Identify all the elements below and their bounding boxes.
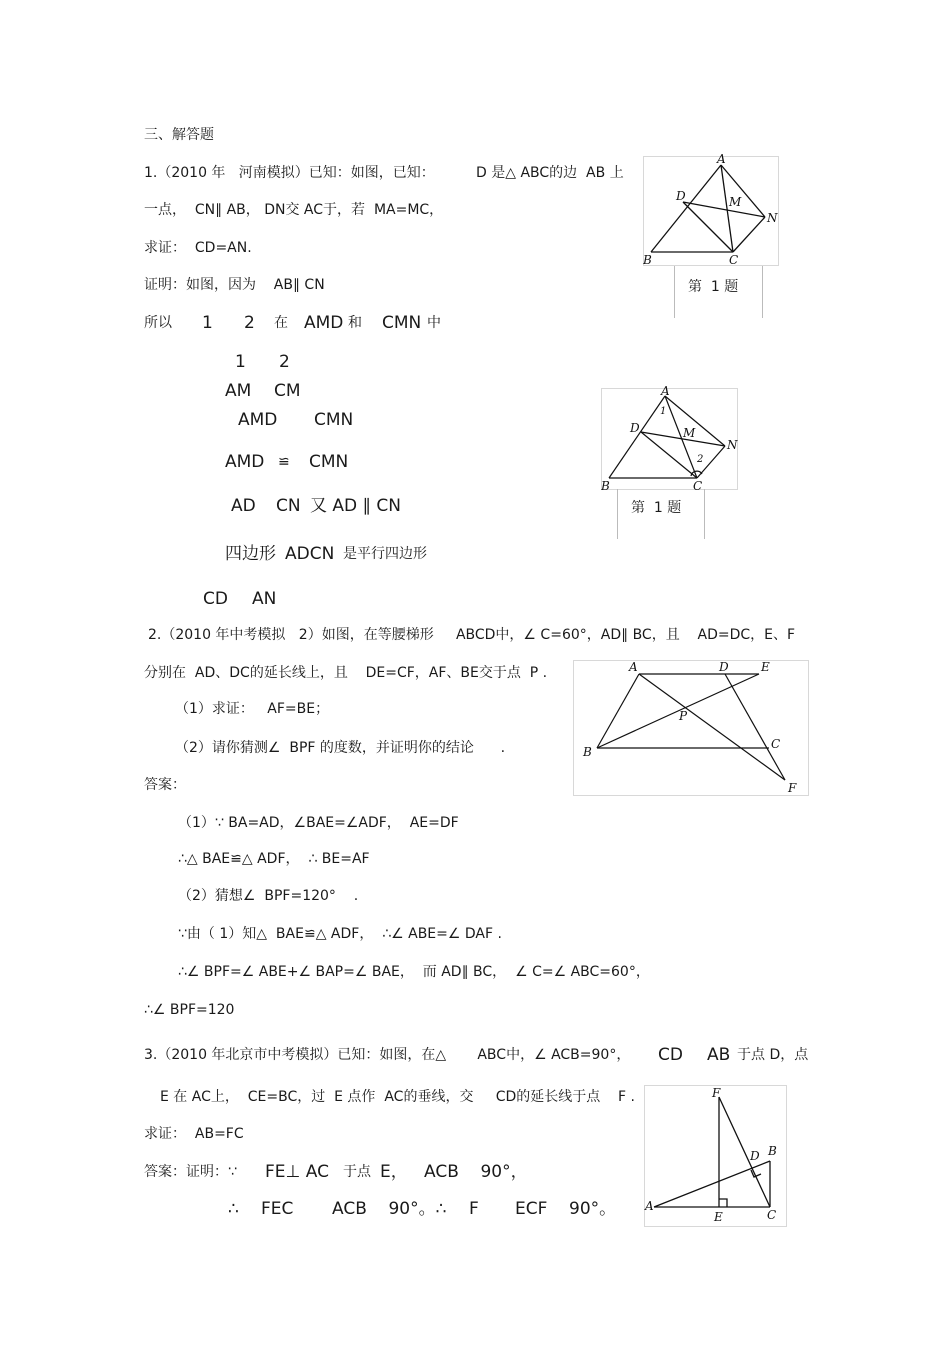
p1-2-label-angle1: 1 bbox=[660, 406, 667, 417]
p1-r3a: AMD bbox=[238, 410, 278, 430]
p1-prove: 求证： CD=AN. bbox=[144, 240, 252, 256]
p3-label-e: E bbox=[714, 1210, 723, 1224]
p2-figure bbox=[573, 656, 813, 796]
p3-l2b: FEC bbox=[261, 1199, 294, 1219]
p1-r3b: CMN bbox=[314, 410, 354, 430]
p1-r2a: AM bbox=[225, 381, 252, 401]
p3-label-f: F bbox=[712, 1086, 721, 1100]
p2-a2: ∴△ BAE≌△ ADF， ∴ BE=AF bbox=[178, 851, 370, 867]
p3-label-d: D bbox=[750, 1149, 760, 1163]
p3-ans-d: E， bbox=[380, 1162, 408, 1182]
p2-a1: （1）∵ BA=AD，∠BAE=∠ADF， AE=DF bbox=[178, 815, 459, 831]
p1-r6a: 四边形 bbox=[225, 544, 276, 564]
p3-l2c: ACB 90°。∴ bbox=[332, 1199, 447, 1219]
p2-answer: 答案： bbox=[144, 777, 186, 793]
p2-a3: （2）猜想∠ BPF=120° . bbox=[178, 888, 359, 904]
p3-label-b: B bbox=[768, 1144, 777, 1158]
p1-r4a: AMD bbox=[225, 452, 265, 472]
p2-q1: （1）求证： AF=BE； bbox=[175, 701, 330, 717]
p2-a4: ∵由（ 1）知△ BAE≌△ ADF， ∴∠ ABE=∠ DAF . bbox=[178, 926, 502, 942]
p1-r6b: ADCN bbox=[285, 544, 335, 564]
p2-q2: （2）请你猜测∠ BPF 的度数，并证明你的结论 . bbox=[175, 740, 506, 756]
p1-2-label-b: B bbox=[601, 479, 610, 493]
p1-r6c: 是平行四边形 bbox=[343, 546, 427, 562]
p2-label-c: C bbox=[771, 737, 781, 751]
p3-ans-e: ACB 90°， bbox=[424, 1162, 528, 1182]
p2-a6: ∴∠ BPF=120 bbox=[144, 1002, 235, 1018]
p1-r1a: 1 bbox=[235, 352, 246, 372]
p1-s2: 2 bbox=[244, 313, 255, 333]
p1-s5: 和 bbox=[348, 315, 362, 331]
p1-s3: 在 bbox=[274, 315, 288, 331]
p3-prove: 求证： AB=FC bbox=[144, 1126, 244, 1142]
p1-r7a: CD bbox=[203, 589, 228, 609]
p3-ans-b: FE⊥ AC bbox=[265, 1162, 329, 1182]
p1-r5c: 又 AD ∥ CN bbox=[310, 496, 402, 516]
p1-proof-start: 证明：如图，因为 AB∥ CN bbox=[144, 277, 325, 293]
p3-ans-c: 于点 bbox=[343, 1164, 371, 1180]
p1-caption-top: 第 1 题 bbox=[688, 279, 739, 295]
p1-2-label-d: D bbox=[630, 421, 640, 435]
p1-so: 所以 bbox=[144, 315, 172, 331]
p3-line1a: 3.（2010 年北京市中考模拟）已知：如图，在△ ABC中，∠ ACB=90°， bbox=[144, 1047, 631, 1063]
p1-s6: CMN bbox=[382, 313, 422, 333]
section-title: 三、解答题 bbox=[144, 127, 214, 143]
p1-line1b: D 是△ ABC的边 AB 上 bbox=[476, 165, 624, 181]
p1-r4c: CMN bbox=[309, 452, 349, 472]
p1-r7b: AN bbox=[252, 589, 277, 609]
p3-figure bbox=[644, 1083, 789, 1228]
p3-line1d: 于点 D，点 bbox=[737, 1047, 809, 1063]
p2-label-b: B bbox=[583, 745, 592, 759]
p3-line1b: CD bbox=[658, 1045, 683, 1065]
p1-label-m: M bbox=[729, 195, 742, 209]
p1-label-a: A bbox=[717, 152, 726, 166]
p1-label-d: D bbox=[676, 189, 686, 203]
p1-2-label-a: A bbox=[661, 386, 670, 398]
p2-a5: ∴∠ BPF=∠ ABE+∠ BAP=∠ BAE， 而 AD∥ BC， ∠ C=∠ ABC=60°， bbox=[178, 964, 650, 980]
p3-l2a: ∴ bbox=[228, 1199, 239, 1219]
p1-2-label-m: M bbox=[683, 426, 696, 440]
p2-label-p: P bbox=[679, 709, 688, 723]
p2-label-d: D bbox=[719, 660, 729, 674]
p1-figure-second bbox=[601, 386, 741, 494]
p2-label-e: E bbox=[761, 660, 770, 674]
p1-line2: 一点， CN∥ AB， DN交 AC于，若 MA=MC， bbox=[144, 202, 444, 218]
p1-label-n: N bbox=[767, 211, 778, 225]
p1-s4: AMD bbox=[304, 313, 344, 333]
p1-label-b: B bbox=[643, 253, 652, 267]
p1-label-c: C bbox=[729, 253, 739, 267]
p3-l2e: ECF 90°。 bbox=[515, 1199, 617, 1219]
p3-ans-a: 答案：证明：∵ bbox=[144, 1164, 237, 1180]
p3-label-c: C bbox=[767, 1208, 777, 1222]
p2-line1: 2.（2010 年中考模拟 2）如图，在等腰梯形 ABCD中，∠ C=60°，AD∥ BC，且 AD=DC，E、F bbox=[148, 627, 796, 643]
p1-r1b: 2 bbox=[279, 352, 290, 372]
p1-2-label-angle2: 2 bbox=[697, 454, 704, 465]
p3-line1c: AB bbox=[707, 1045, 731, 1065]
p1-r4b: ≌ bbox=[278, 454, 290, 470]
p3-l2d: F bbox=[469, 1199, 479, 1219]
p3-line2: E 在 AC上， CE=BC，过 E 点作 AC的垂线，交 CD的延长线于点 F . bbox=[160, 1089, 636, 1105]
p1-2-label-n: N bbox=[727, 438, 738, 452]
p3-label-a: A bbox=[645, 1199, 654, 1213]
p1-figure-top bbox=[643, 152, 783, 267]
p2-label-a: A bbox=[629, 660, 638, 674]
p1-r5b: CN bbox=[276, 496, 301, 516]
p1-s1: 1 bbox=[202, 313, 213, 333]
p2-label-f: F bbox=[788, 781, 797, 795]
p1-s7: 中 bbox=[427, 315, 441, 331]
p2-line2: 分别在 AD、DC的延长线上，且 DE=CF，AF、BE交于点 P . bbox=[144, 665, 548, 681]
p1-2-label-c: C bbox=[693, 479, 703, 493]
p1-r5a: AD bbox=[231, 496, 256, 516]
p1-caption-second: 第 1 题 bbox=[631, 500, 682, 516]
p1-line1a: 1.（2010 年 河南模拟）已知：如图，已知： bbox=[144, 165, 435, 181]
p1-r2b: CM bbox=[274, 381, 301, 401]
